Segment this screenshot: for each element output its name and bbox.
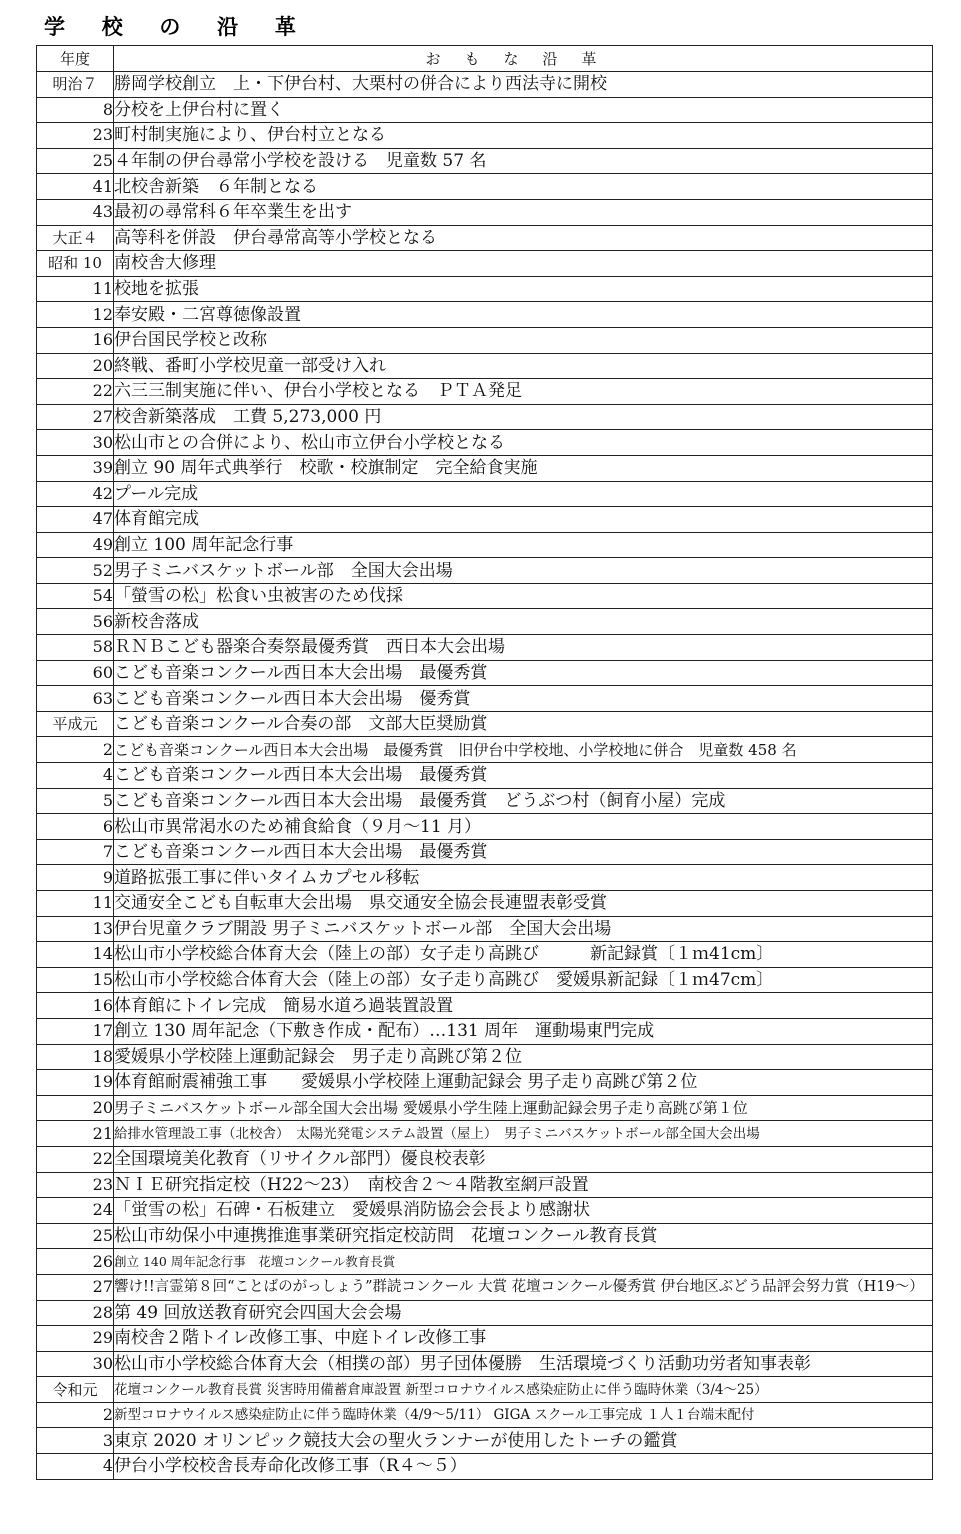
event-cell: こども音楽コンクール西日本大会出場 最優秀賞 どうぶつ村（飼育小屋）完成 <box>114 788 933 814</box>
history-table-body <box>37 72 933 1480</box>
year-cell: 11 <box>37 276 114 302</box>
year-cell: 28 <box>37 1300 114 1326</box>
year-cell: 明治７ <box>37 72 114 98</box>
year-cell: 56 <box>37 609 114 635</box>
year-cell: 3 <box>37 1428 114 1454</box>
year-cell: 22 <box>37 1146 114 1172</box>
year-cell: 54 <box>37 583 114 609</box>
year-cell: 39 <box>37 455 114 481</box>
event-cell: 終戦、番町小学校児童一部受け入れ <box>114 353 933 379</box>
table-row <box>37 1044 933 1070</box>
event-cell: 「蛍雪の松」石碑・石板建立 愛媛県消防協会会長より感謝状 <box>114 1198 933 1224</box>
event-cell: 六三三制実施に伴い、伊台小学校となる ＰＴＡ発足 <box>114 379 933 405</box>
year-cell: 16 <box>37 993 114 1019</box>
event-cell: 響け!!言霊第８回“ことばのがっしょう”群読コンクール 大賞 花壇コンクール優秀賞 伊台地区ぶどう品評会努力賞（H19～） <box>114 1274 933 1300</box>
event-cell: 校地を拡張 <box>114 276 933 302</box>
table-row <box>37 916 933 942</box>
event-cell: 花壇コンクール教育長賞 災害時用備蓄倉庫設置 新型コロナウイルス感染症防止に伴う臨時休業（3/4～25） <box>114 1377 933 1403</box>
event-cell: 伊台児童クラブ開設 男子ミニバスケットボール部 全国大会出場 <box>114 916 933 942</box>
table-row <box>37 1326 933 1352</box>
event-cell: 町村制実施により、伊台村立となる <box>114 123 933 149</box>
event-column-header: おもな沿革 <box>114 46 933 72</box>
year-cell: 52 <box>37 558 114 584</box>
event-cell: 東京 2020 オリンピック競技大会の聖火ランナーが使用したトーチの鑑賞 <box>114 1428 933 1454</box>
table-row <box>37 72 933 98</box>
table-row <box>37 711 933 737</box>
table-row <box>37 507 933 533</box>
table-row <box>37 1274 933 1300</box>
table-row <box>37 1172 933 1198</box>
table-row <box>37 558 933 584</box>
table-row <box>37 609 933 635</box>
year-cell: 27 <box>37 1274 114 1300</box>
year-cell: 5 <box>37 788 114 814</box>
year-cell: 47 <box>37 507 114 533</box>
event-cell: 松山市小学校総合体育大会（相撲の部）男子団体優勝 生活環境づくり活動功労者知事表彰 <box>114 1351 933 1377</box>
event-cell: 第 49 回放送教育研究会四国大会会場 <box>114 1300 933 1326</box>
event-cell: 高等科を併設 伊台尋常高等小学校となる <box>114 225 933 251</box>
table-row <box>37 1402 933 1428</box>
year-cell: 4 <box>37 763 114 789</box>
event-cell: 伊台国民学校と改称 <box>114 327 933 353</box>
table-row <box>37 199 933 225</box>
event-cell: こども音楽コンクール西日本大会出場 最優秀賞 <box>114 763 933 789</box>
year-cell: 24 <box>37 1198 114 1224</box>
table-row <box>37 583 933 609</box>
year-cell: 平成元 <box>37 711 114 737</box>
year-cell: 26 <box>37 1249 114 1275</box>
year-cell: 60 <box>37 660 114 686</box>
event-cell: 創立 90 周年式典挙行 校歌・校旗制定 完全給食実施 <box>114 455 933 481</box>
year-cell: 22 <box>37 379 114 405</box>
event-cell: 「螢雪の松」松食い虫被害のため伐採 <box>114 583 933 609</box>
year-cell: 23 <box>37 1172 114 1198</box>
event-cell: 新型コロナウイルス感染症防止に伴う臨時休業（4/9～5/11） GIGA スクール工事完成 １人１台端末配付 <box>114 1402 933 1428</box>
year-cell: 23 <box>37 123 114 149</box>
year-cell: 11 <box>37 891 114 917</box>
year-cell: 25 <box>37 1223 114 1249</box>
event-cell: 愛媛県小学校陸上運動記録会 男子走り高跳び第２位 <box>114 1044 933 1070</box>
event-cell: 全国環境美化教育（リサイクル部門）優良校表彰 <box>114 1146 933 1172</box>
page-title: 学 校 の 沿 革 <box>44 15 311 39</box>
table-row <box>37 97 933 123</box>
table-row <box>37 1070 933 1096</box>
event-cell: こども音楽コンクール西日本大会出場 最優秀賞 <box>114 839 933 865</box>
year-cell: 30 <box>37 430 114 456</box>
table-row <box>37 225 933 251</box>
table-row <box>37 891 933 917</box>
event-cell: 松山市異常渇水のため補食給食（９月～11 月） <box>114 814 933 840</box>
year-cell: 大正４ <box>37 225 114 251</box>
event-cell: こども音楽コンクール合奏の部 文部大臣奨励賞 <box>114 711 933 737</box>
year-cell: 63 <box>37 686 114 712</box>
event-cell: 体育館完成 <box>114 507 933 533</box>
event-cell: 男子ミニバスケットボール部 全国大会出場 <box>114 558 933 584</box>
event-cell: 松山市小学校総合体育大会（陸上の部）女子走り高跳び 愛媛県新記録〔１ｍ47cm〕 <box>114 967 933 993</box>
table-row <box>37 1223 933 1249</box>
table-row <box>37 839 933 865</box>
event-cell: こども音楽コンクール西日本大会出場 最優秀賞 <box>114 660 933 686</box>
event-cell: 交通安全こども自転車大会出場 県交通安全協会長連盟表彰受賞 <box>114 891 933 917</box>
table-row <box>37 1454 933 1480</box>
table-row <box>37 1146 933 1172</box>
event-cell: 分校を上伊台村に置く <box>114 97 933 123</box>
year-cell: 20 <box>37 1095 114 1121</box>
event-cell: 体育館にトイレ完成 簡易水道ろ過装置設置 <box>114 993 933 1019</box>
year-cell: 58 <box>37 635 114 661</box>
event-cell: 南校舎大修理 <box>114 251 933 277</box>
table-row <box>37 481 933 507</box>
table-row <box>37 942 933 968</box>
table-row <box>37 123 933 149</box>
year-cell: 6 <box>37 814 114 840</box>
event-cell: 北校舎新築 ６年制となる <box>114 174 933 200</box>
event-cell: 道路拡張工事に伴いタイムカプセル移転 <box>114 865 933 891</box>
table-row <box>37 1377 933 1403</box>
year-cell: 7 <box>37 839 114 865</box>
table-row <box>37 302 933 328</box>
event-cell: 創立 140 周年記念行事 花壇コンクール教育長賞 <box>114 1249 933 1275</box>
table-row <box>37 353 933 379</box>
year-cell: 令和元 <box>37 1377 114 1403</box>
table-row <box>37 967 933 993</box>
year-cell: 43 <box>37 199 114 225</box>
table-row <box>37 1300 933 1326</box>
year-cell: 17 <box>37 1018 114 1044</box>
table-row <box>37 635 933 661</box>
table-row <box>37 404 933 430</box>
event-cell: こども音楽コンクール西日本大会出場 最優秀賞 旧伊台中学校地、小学校地に併合 児童数 458 名 <box>114 737 933 763</box>
year-cell: 49 <box>37 532 114 558</box>
table-row <box>37 148 933 174</box>
year-cell: 12 <box>37 302 114 328</box>
year-cell: 16 <box>37 327 114 353</box>
event-cell: 最初の尋常科６年卒業生を出す <box>114 199 933 225</box>
table-row <box>37 455 933 481</box>
year-cell: 19 <box>37 1070 114 1096</box>
event-cell: ＮＩＥ研究指定校（H22～23） 南校舎２～４階教室網戸設置 <box>114 1172 933 1198</box>
table-row <box>37 1428 933 1454</box>
table-row <box>37 763 933 789</box>
table-row <box>37 174 933 200</box>
table-row <box>37 993 933 1019</box>
year-cell: 21 <box>37 1121 114 1147</box>
table-row <box>37 430 933 456</box>
table-row <box>37 788 933 814</box>
history-table <box>36 45 933 1480</box>
year-cell: 8 <box>37 97 114 123</box>
event-cell: 校舎新築落成 工費 5,273,000 円 <box>114 404 933 430</box>
table-row <box>37 379 933 405</box>
table-row <box>37 865 933 891</box>
event-cell: 松山市幼保小中連携推進事業研究指定校訪問 花壇コンクール教育長賞 <box>114 1223 933 1249</box>
event-cell: 創立 100 周年記念行事 <box>114 532 933 558</box>
event-cell: 松山市との合併により、松山市立伊台小学校となる <box>114 430 933 456</box>
table-row <box>37 1121 933 1147</box>
table-row <box>37 276 933 302</box>
year-cell: 18 <box>37 1044 114 1070</box>
event-cell: ４年制の伊台尋常小学校を設ける 児童数 57 名 <box>114 148 933 174</box>
year-column-header: 年度 <box>37 46 114 72</box>
event-cell: 新校舎落成 <box>114 609 933 635</box>
event-cell: プール完成 <box>114 481 933 507</box>
event-cell: こども音楽コンクール西日本大会出場 優秀賞 <box>114 686 933 712</box>
year-cell: 4 <box>37 1454 114 1480</box>
year-cell: 15 <box>37 967 114 993</box>
table-row <box>37 1351 933 1377</box>
table-row <box>37 1018 933 1044</box>
table-row <box>37 1198 933 1224</box>
year-cell: 9 <box>37 865 114 891</box>
year-cell: 昭和 10 <box>37 251 114 277</box>
year-cell: 2 <box>37 1402 114 1428</box>
year-cell: 30 <box>37 1351 114 1377</box>
table-row <box>37 737 933 763</box>
event-cell: 男子ミニバスケットボール部全国大会出場 愛媛県小学生陸上運動記録会男子走り高跳び第１位 <box>114 1095 933 1121</box>
event-cell: 奉安殿・二宮尊徳像設置 <box>114 302 933 328</box>
year-cell: 29 <box>37 1326 114 1352</box>
table-row <box>37 660 933 686</box>
table-row <box>37 1095 933 1121</box>
year-cell: 41 <box>37 174 114 200</box>
year-cell: 20 <box>37 353 114 379</box>
table-header-row <box>37 46 933 72</box>
year-cell: 42 <box>37 481 114 507</box>
event-cell: 給排水管理設工事（北校舎） 太陽光発電システム設置（屋上） 男子ミニバスケットボール部全国大会出場 <box>114 1121 933 1147</box>
event-cell: 体育館耐震補強工事 愛媛県小学校陸上運動記録会 男子走り高跳び第２位 <box>114 1070 933 1096</box>
event-cell: 勝岡学校創立 上・下伊台村、大栗村の併合により西法寺に開校 <box>114 72 933 98</box>
table-row <box>37 532 933 558</box>
table-row <box>37 1249 933 1275</box>
year-cell: 27 <box>37 404 114 430</box>
year-cell: 14 <box>37 942 114 968</box>
year-cell: 13 <box>37 916 114 942</box>
table-row <box>37 686 933 712</box>
event-cell: 創立 130 周年記念（下敷き作成・配布）…131 周年 運動場東門完成 <box>114 1018 933 1044</box>
table-row <box>37 814 933 840</box>
event-cell: 南校舎２階トイレ改修工事、中庭トイレ改修工事 <box>114 1326 933 1352</box>
table-row <box>37 251 933 277</box>
event-cell: 伊台小学校校舎長寿命化改修工事（R４～５） <box>114 1454 933 1480</box>
event-cell: ＲＮＢこども器楽合奏祭最優秀賞 西日本大会出場 <box>114 635 933 661</box>
year-cell: 2 <box>37 737 114 763</box>
year-cell: 25 <box>37 148 114 174</box>
event-cell: 松山市小学校総合体育大会（陸上の部）女子走り高跳び 新記録賞〔１ｍ41cm〕 <box>114 942 933 968</box>
table-row <box>37 327 933 353</box>
